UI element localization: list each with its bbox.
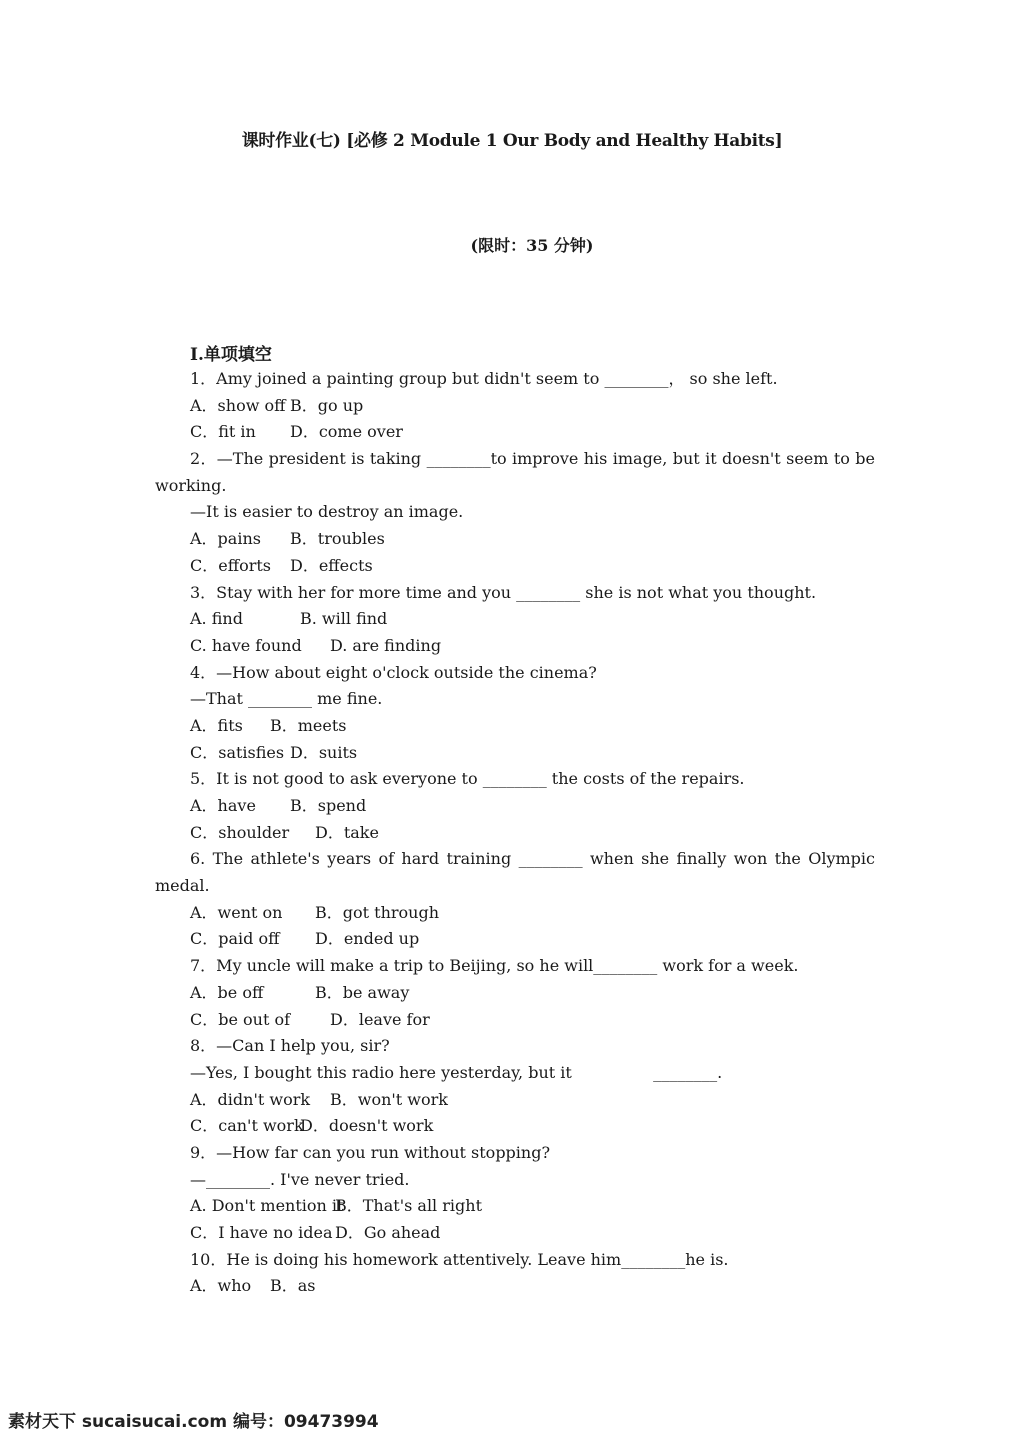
question-4-reply-text: —That ________ me fine. bbox=[190, 689, 383, 709]
question-7-options-ab bbox=[155, 980, 875, 1007]
question-9-reply bbox=[155, 1167, 875, 1194]
option-a: A．fits bbox=[190, 715, 243, 735]
question-8-stem: 8．—Can I help you, sir? bbox=[190, 1036, 390, 1056]
option-b: B．spend bbox=[290, 796, 367, 815]
question-6-options-ab bbox=[155, 900, 875, 927]
option-c: C．paid off bbox=[190, 929, 280, 949]
option-b: B. will find bbox=[300, 609, 388, 629]
option-a: A．who bbox=[190, 1276, 252, 1296]
question-9-reply-text: —________. I've never tried. bbox=[190, 1169, 410, 1189]
option-a: A．have bbox=[190, 796, 256, 815]
option-d: D．ended up bbox=[315, 929, 420, 949]
option-a: A. find bbox=[190, 609, 243, 629]
option-d: D．effects bbox=[290, 555, 373, 575]
section-heading: Ⅰ.单项填空 bbox=[190, 345, 272, 365]
question-3-stem: 3．Stay with her for more time and you ________ she is not what you thought. bbox=[190, 582, 817, 602]
question-4-options-cd bbox=[155, 740, 875, 767]
option-a: A．didn't work bbox=[190, 1089, 311, 1109]
option-d: D．come over bbox=[290, 422, 403, 442]
option-c: C．be out of bbox=[190, 1009, 291, 1029]
option-a: A．be off bbox=[190, 982, 264, 1002]
question-2-options-cd bbox=[155, 553, 875, 580]
option-a: A．pains bbox=[190, 529, 261, 549]
option-a: A．went on bbox=[190, 902, 283, 922]
question-6-stem: 6. The athlete's years of hard training ________ when she finally won the Olympic bbox=[190, 849, 875, 869]
question-2-options-ab bbox=[155, 526, 875, 553]
question-1-options-ab bbox=[155, 393, 875, 420]
question-10-stem: 10．He is doing his homework attentively. Leave him________he is. bbox=[190, 1249, 729, 1269]
option-b: B．won't work bbox=[330, 1089, 448, 1109]
question-4-stem: 4．—How about eight o'clock outside the cinema? bbox=[190, 662, 597, 682]
option-d: D．take bbox=[315, 822, 379, 842]
question-5-options-cd bbox=[155, 820, 875, 847]
question-8-reply-text: —Yes, I bought this radio here yesterday, but it ________. bbox=[190, 1062, 723, 1082]
time-limit: (限时：35 分钟) bbox=[470, 236, 594, 255]
question-6-options-cd bbox=[155, 926, 875, 953]
option-b: B．be away bbox=[315, 982, 410, 1002]
option-c: C．I have no idea bbox=[190, 1223, 333, 1242]
question-7-options-cd bbox=[155, 1007, 875, 1034]
option-a: A．show off bbox=[190, 395, 286, 415]
question-8-reply bbox=[155, 1060, 875, 1087]
question-4-reply bbox=[155, 686, 875, 713]
option-d: D．Go ahead bbox=[335, 1223, 441, 1242]
question-1-stem: 1．Amy joined a painting group but didn't seem to ________， so she left. bbox=[190, 369, 778, 388]
option-d: D．doesn't work bbox=[300, 1116, 434, 1136]
option-c: C．satisfies bbox=[190, 742, 285, 762]
question-6-stem-cont: medal. bbox=[155, 876, 210, 896]
question-3-options-ab bbox=[155, 606, 875, 633]
option-b: B．That's all right bbox=[335, 1196, 483, 1216]
option-d: D．suits bbox=[290, 742, 358, 762]
question-4-options-ab bbox=[155, 713, 875, 740]
option-b: B．got through bbox=[315, 902, 440, 922]
option-c: C．efforts bbox=[190, 555, 272, 575]
question-5-options-ab bbox=[155, 793, 875, 820]
option-d: D．leave for bbox=[330, 1009, 430, 1029]
question-2-stem: 2．—The president is taking ________to improve his image, but it doesn't seem to be bbox=[190, 449, 875, 469]
option-c: C. have found bbox=[190, 635, 302, 655]
question-3-options-cd bbox=[155, 633, 875, 660]
question-7-stem: 7．My uncle will make a trip to Beijing, so he will________ work for a week. bbox=[190, 956, 799, 976]
question-2-reply: —It is easier to destroy an image. bbox=[190, 502, 464, 522]
option-a: A. Don't mention it bbox=[190, 1196, 344, 1216]
question-5-stem: 5．It is not good to ask everyone to ________ the costs of the repairs. bbox=[190, 769, 745, 789]
option-b: B．meets bbox=[270, 715, 347, 735]
question-10-options-ab bbox=[155, 1273, 875, 1300]
option-c: C．can't work bbox=[190, 1116, 304, 1136]
question-9-options-cd bbox=[155, 1220, 875, 1247]
option-d: D. are finding bbox=[330, 635, 442, 655]
question-9-options-ab bbox=[155, 1193, 875, 1220]
question-2-stem-cont: working. bbox=[155, 475, 227, 495]
question-9-stem: 9．—How far can you run without stopping? bbox=[190, 1142, 551, 1162]
option-b: B．troubles bbox=[290, 529, 385, 549]
question-8-options-cd bbox=[155, 1113, 875, 1140]
question-list bbox=[155, 366, 875, 1300]
question-8-options-ab bbox=[155, 1087, 875, 1114]
option-b: B．as bbox=[270, 1276, 316, 1296]
option-b: B．go up bbox=[290, 395, 364, 415]
watermark: 素材天下 sucaisucai.com 编号：09473994 bbox=[8, 1412, 379, 1432]
option-c: C．fit in bbox=[190, 422, 256, 442]
question-1-options-cd bbox=[155, 419, 875, 446]
page-title: 课时作业(七) [必修 2 Module 1 Our Body and Healthy Habits] bbox=[241, 131, 783, 151]
option-c: C．shoulder bbox=[190, 822, 290, 842]
